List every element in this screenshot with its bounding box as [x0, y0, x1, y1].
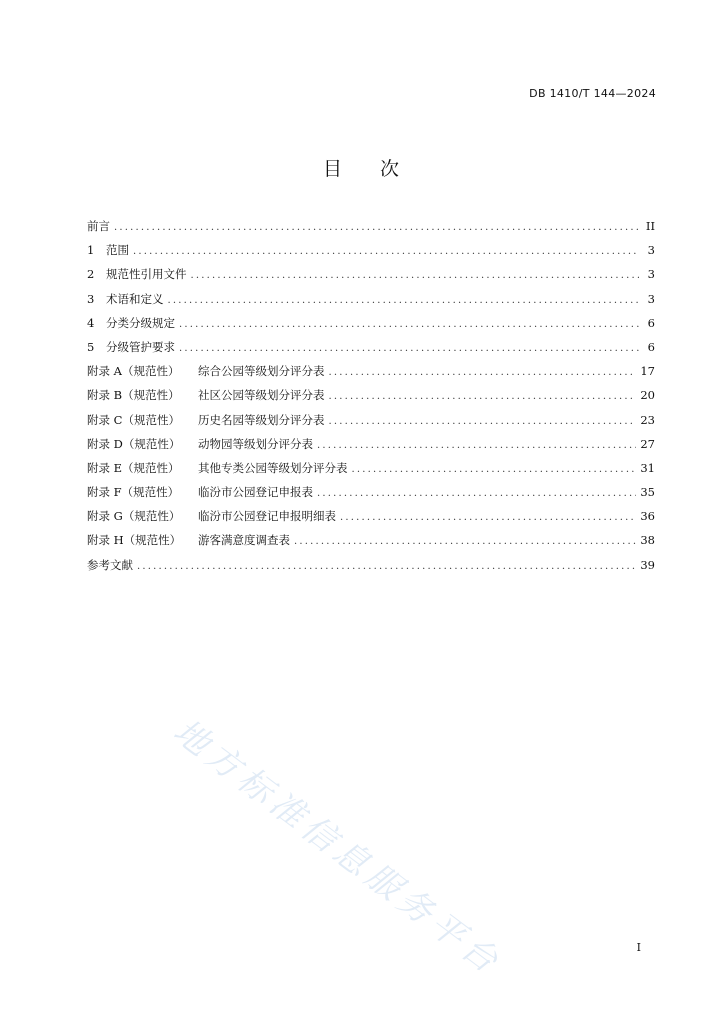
toc-entry-number: 3 [87, 291, 95, 306]
toc-entry-label: 术语和定义 [106, 291, 164, 306]
toc-list [87, 218, 655, 581]
toc-entry-page: 3 [647, 291, 655, 306]
toc-entry[interactable] [87, 412, 655, 436]
toc-leader-dots [179, 343, 639, 354]
toc-entry-label: 前言 [87, 219, 110, 233]
toc-entry-page: 17 [640, 364, 655, 379]
watermark: 地方标准信息服务平台 [165, 711, 510, 984]
toc-leader-dots [340, 512, 636, 523]
toc-entry-page: 39 [640, 557, 655, 572]
toc-leader-dots [352, 464, 637, 475]
toc-entry-page: 38 [640, 533, 655, 548]
page-number: I [636, 941, 641, 954]
toc-entry-page: 6 [647, 339, 655, 354]
toc-leader-dots [191, 270, 640, 281]
toc-entry-appendix-prefix: 附录 B（规范性） [87, 388, 180, 403]
toc-entry-appendix-prefix: 附录 E（规范性） [87, 460, 180, 475]
toc-entry[interactable] [87, 532, 655, 556]
toc-entry[interactable] [87, 291, 655, 315]
toc-entry-label: 社区公园等级划分评分表 [198, 388, 325, 403]
toc-entry-label: 动物园等级划分评分表 [198, 436, 313, 451]
toc-entry-label: 分级管护要求 [106, 339, 175, 354]
toc-entry-label: 规范性引用文件 [106, 267, 187, 282]
toc-leader-dots [317, 488, 636, 499]
toc-entry-number: 4 [87, 315, 95, 330]
toc-entry-page: 35 [640, 485, 655, 500]
toc-title-char-2: 次 [380, 158, 402, 180]
toc-entry-label: 临汾市公园登记申报表 [198, 485, 313, 500]
toc-entry-label: 分类分级规定 [106, 315, 175, 330]
toc-entry-page: II [645, 219, 655, 233]
toc-entry-appendix-prefix: 附录 D（规范性） [87, 436, 181, 451]
toc-leader-dots [329, 391, 637, 402]
document-code: DB 1410/T 144—2024 [529, 87, 656, 100]
toc-leader-dots [133, 246, 639, 257]
toc-leader-dots [294, 536, 636, 547]
toc-entry[interactable] [87, 508, 655, 532]
toc-leader-dots [114, 222, 639, 233]
toc-entry-page: 6 [647, 315, 655, 330]
toc-entry-label: 临汾市公园登记申报明细表 [198, 509, 336, 524]
toc-entry-page: 3 [647, 267, 655, 282]
toc-entry-page: 36 [640, 509, 655, 524]
toc-entry[interactable] [87, 484, 655, 508]
toc-title-char-1: 目 [322, 158, 344, 180]
toc-entry-page: 23 [640, 412, 655, 427]
toc-entry-appendix-prefix: 附录 G（规范性） [87, 509, 181, 524]
toc-entry-page: 3 [647, 243, 655, 258]
toc-entry-appendix-prefix: 附录 F（规范性） [87, 485, 180, 500]
toc-leader-dots [137, 561, 636, 572]
toc-entry[interactable] [87, 557, 655, 581]
toc-entry[interactable] [87, 339, 655, 363]
toc-entry-label: 参考文献 [87, 557, 133, 572]
toc-entry-page: 31 [640, 460, 655, 475]
toc-leader-dots [329, 367, 637, 378]
toc-leader-dots [168, 295, 640, 306]
toc-entry-number: 1 [87, 243, 95, 258]
toc-entry[interactable] [87, 315, 655, 339]
toc-entry-page: 20 [640, 388, 655, 403]
toc-entry[interactable] [87, 387, 655, 411]
toc-entry-number: 2 [87, 267, 95, 282]
toc-entry[interactable] [87, 242, 655, 266]
toc-leader-dots [317, 440, 636, 451]
toc-entry-label: 范围 [106, 243, 129, 258]
toc-leader-dots [329, 416, 637, 427]
toc-entry-label: 游客满意度调查表 [198, 533, 290, 548]
toc-entry-appendix-prefix: 附录 C（规范性） [87, 412, 180, 427]
toc-entry[interactable] [87, 436, 655, 460]
toc-leader-dots [179, 319, 639, 330]
toc-entry-label: 其他专类公园等级划分评分表 [198, 460, 348, 475]
toc-entry-label: 历史名园等级划分评分表 [198, 412, 325, 427]
toc-entry-label: 综合公园等级划分评分表 [198, 364, 325, 379]
toc-entry[interactable] [87, 460, 655, 484]
toc-entry[interactable] [87, 266, 655, 290]
toc-title [0, 154, 724, 181]
toc-entry[interactable] [87, 218, 655, 242]
toc-entry-page: 27 [640, 436, 655, 451]
toc-entry[interactable] [87, 363, 655, 387]
toc-entry-number: 5 [87, 339, 95, 354]
toc-entry-appendix-prefix: 附录 H（规范性） [87, 533, 182, 548]
toc-entry-appendix-prefix: 附录 A（规范性） [87, 364, 180, 379]
